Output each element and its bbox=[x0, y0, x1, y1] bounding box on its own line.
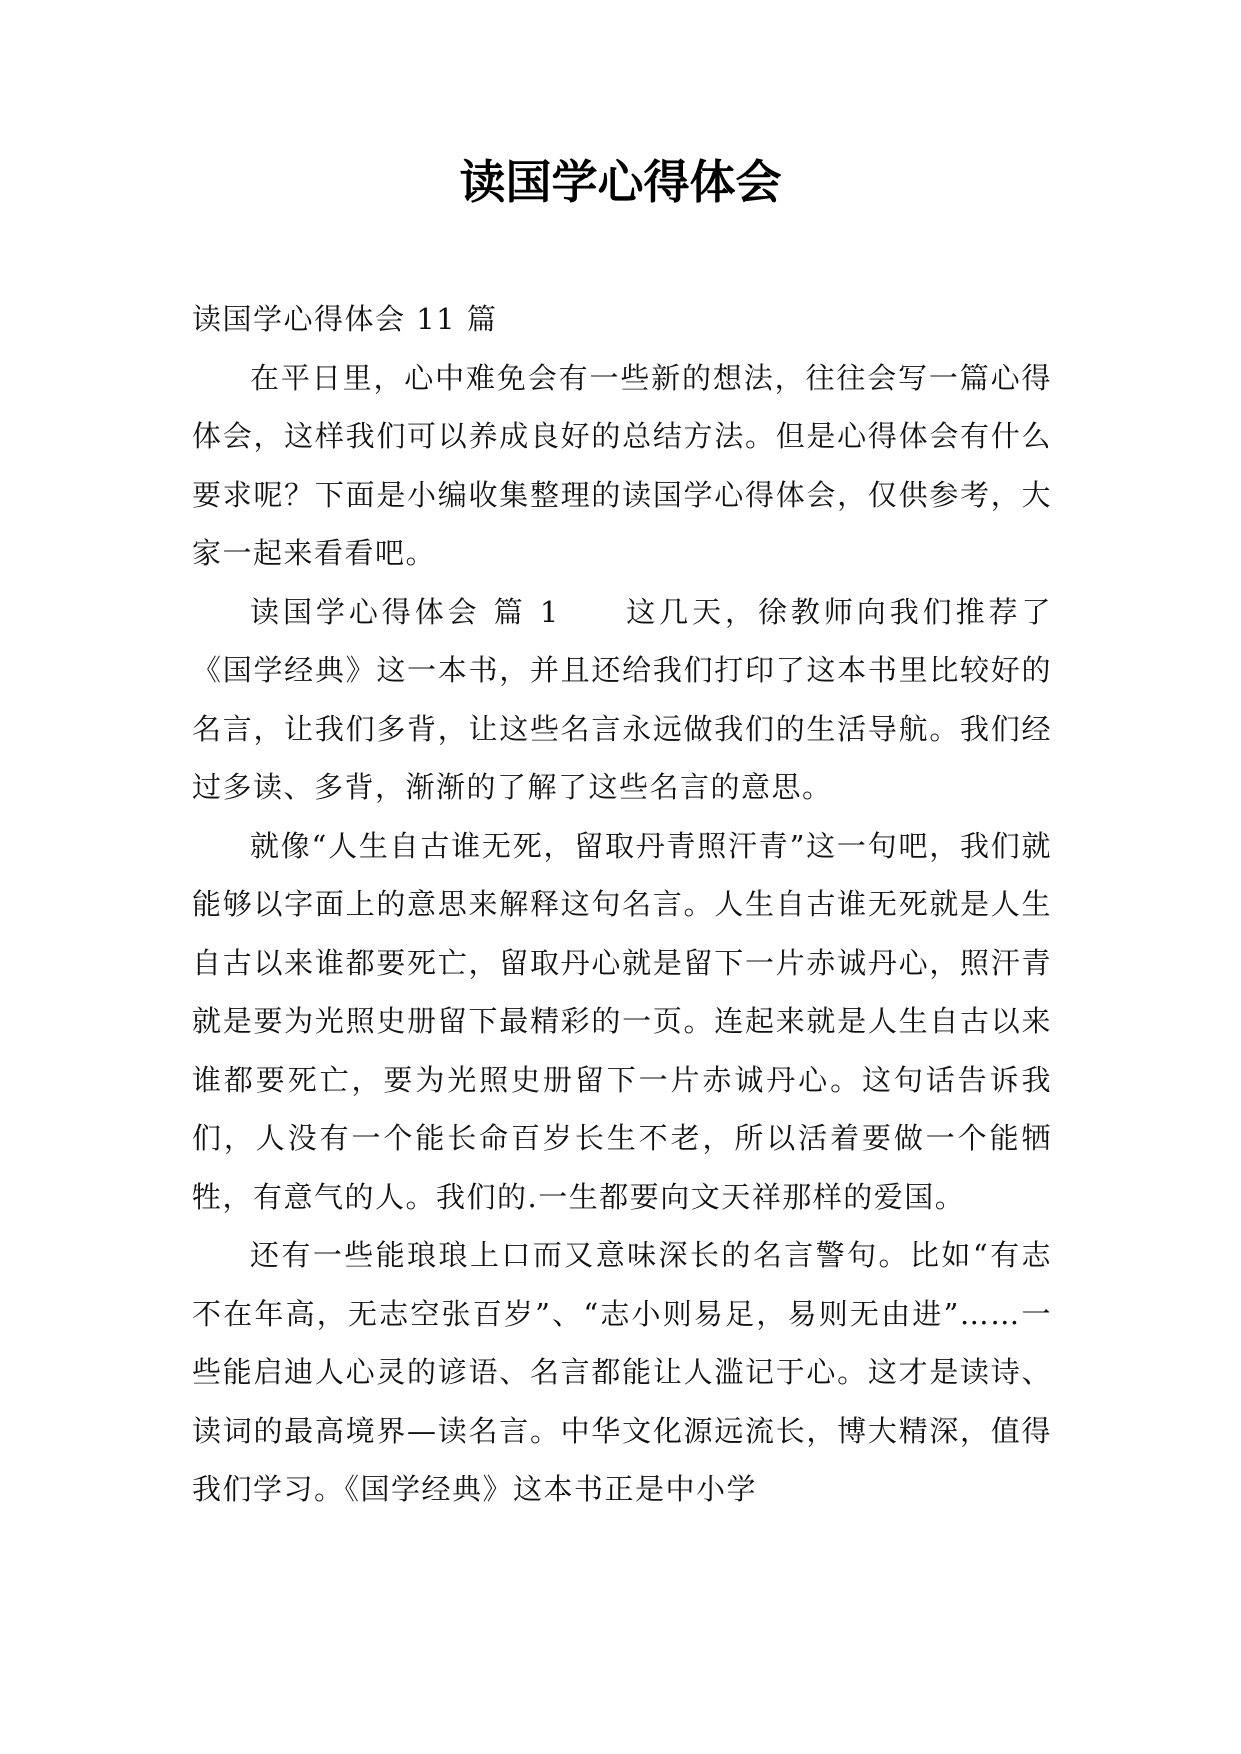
paragraph-section-1 bbox=[192, 583, 1052, 817]
document-title: 读国学心得体会 bbox=[459, 155, 782, 209]
section-1-heading: 读国学心得体会 篇 1 bbox=[250, 594, 560, 629]
paragraph-intro: 在平日里，心中难免会有一些新的想法，往往会写一篇心得体会，这样我们可以养成良好的总结方法。但是心得体会有什么要求呢？下面是小编收集整理的读国学心得体会，仅供参考，大家一起来看看吧。 bbox=[192, 360, 1052, 570]
paragraph-quote-explanation: 就像“人生自古谁无死，留取丹青照汗青”这一句吧，我们就能够以字面上的意思来解释这句名言。人生自古谁无死就是人生自古以来谁都要死亡，留取丹心就是留下一片赤诚丹心，照汗青就是要为光照史册留下最精彩的一页。连起来就是人生自古以来谁都要死亡，要为光照史册留下一片赤诚丹心。这句话告诉我们，人没有一个能长命百岁长生不老，所以活着要做一个能牺牲，有意气的人。我们的.一生都要向文天祥那样的爱国。 bbox=[192, 828, 1052, 1214]
document-subtitle: 读国学心得体会 11 篇 bbox=[192, 302, 498, 336]
document-body bbox=[192, 290, 1052, 1519]
paragraph-proverbs: 还有一些能琅琅上口而又意味深长的名言警句。比如“有志不在年高，无志空张百岁”、“志小则易足，易则无由进”……一些能启迪人心灵的谚语、名言都能让人滥记于心。这才是读诗、读词的最高境界—读名言。中华文化源远流长，博大精深，值得我们学习。《国学经典》这本书正是中小学 bbox=[192, 1238, 1052, 1506]
section-1-body: 这几天，徐教师向我们推荐了《国学经典》这一本书，并且还给我们打印了这本书里比较好的名言，让我们多背，让这些名言永远做我们的生活导航。我们经过多读、多背，渐渐的了解了这些名言的意思。 bbox=[192, 594, 1052, 804]
